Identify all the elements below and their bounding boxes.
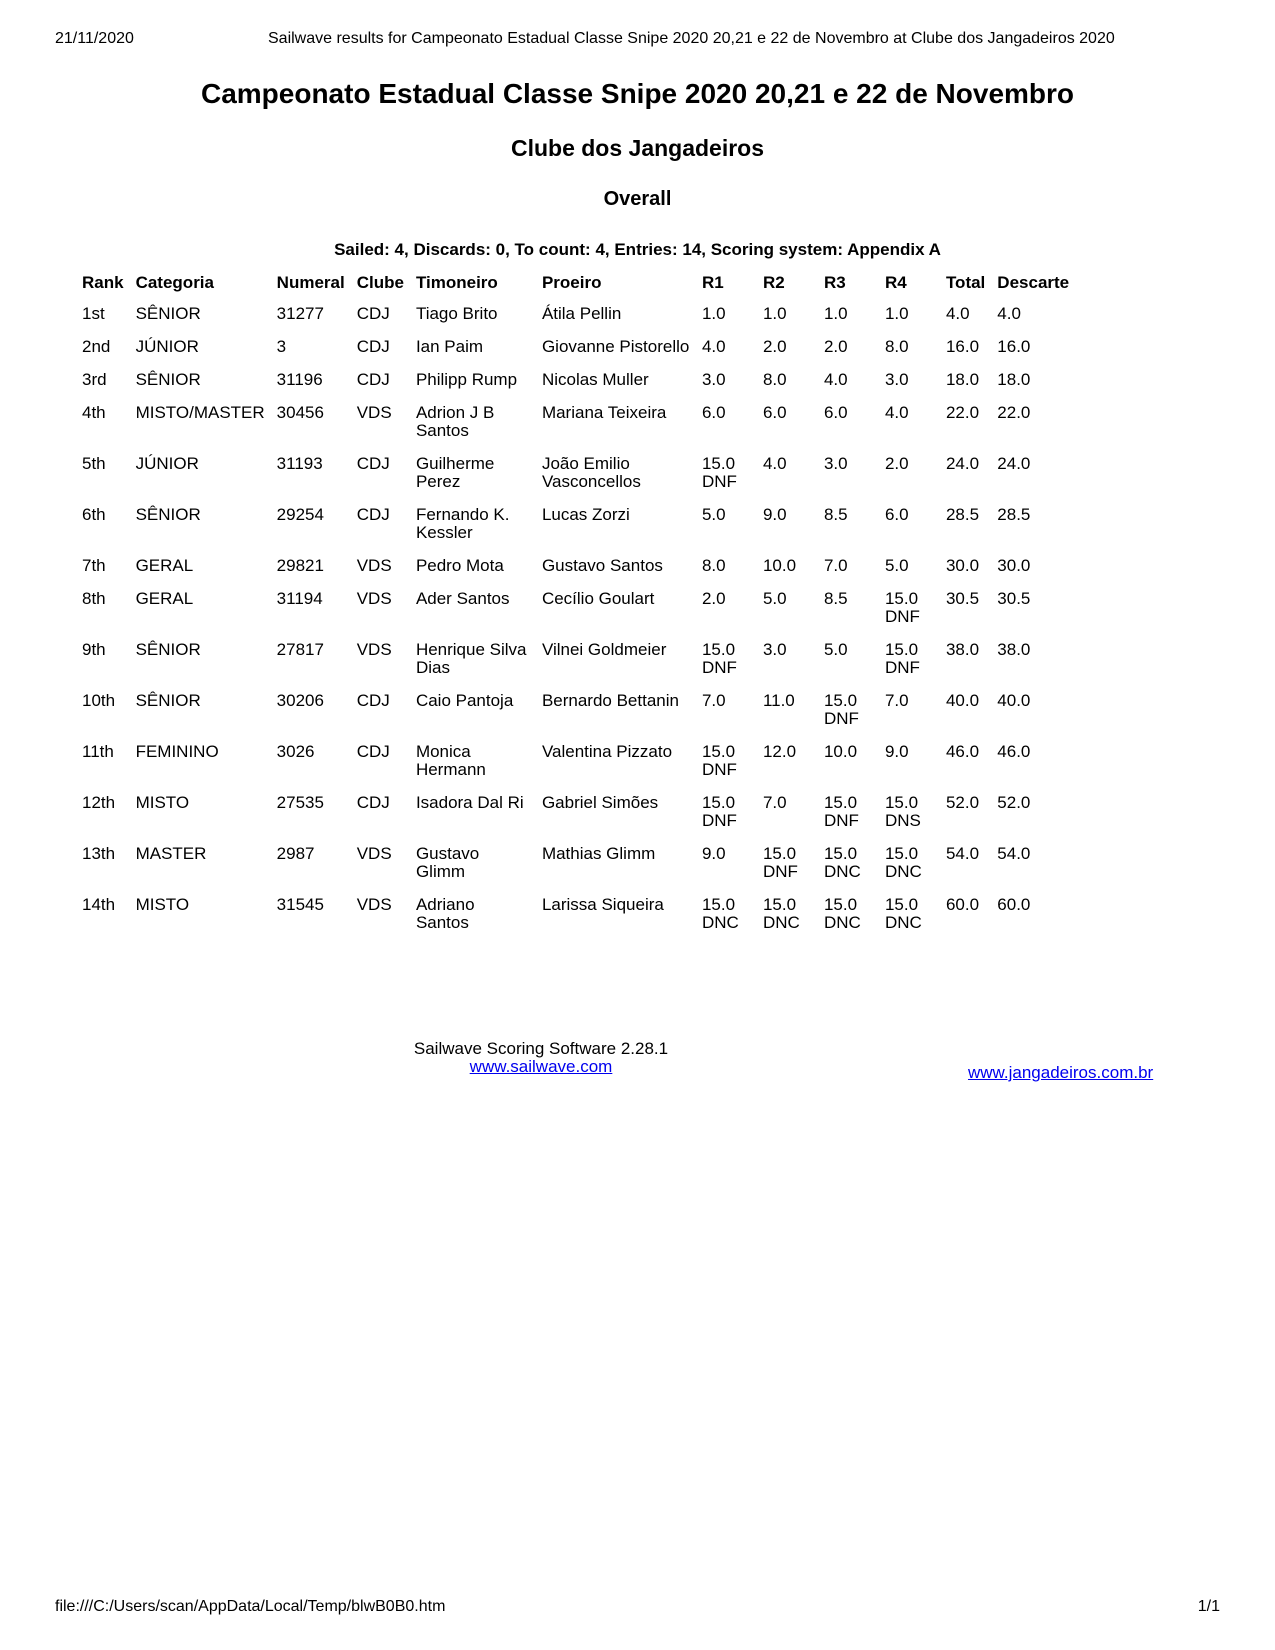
software-name: Sailwave Scoring Software 2.28.1 [413, 1039, 669, 1058]
proeiro-cell: João Emilio Vasconcellos [541, 454, 641, 491]
total-cell: 18.0 [945, 370, 980, 389]
race-score: 9.0 [762, 505, 787, 524]
clube-cell: VDS [356, 589, 392, 608]
column-header-numeral: Numeral [276, 273, 345, 292]
race-3-cell [818, 550, 879, 583]
column-header-r3: R3 [823, 273, 846, 292]
race-2-cell [757, 397, 818, 448]
race-score: 6.0 [762, 403, 787, 422]
timoneiro-cell: Philipp Rump [415, 370, 518, 389]
proeiro-cell: Vilnei Goldmeier [541, 640, 667, 659]
race-score: 1.0 [823, 304, 848, 323]
race-score: 5.0 [762, 589, 787, 608]
race-1-cell [696, 787, 757, 838]
table-row [76, 583, 1077, 634]
race-score: 15.0 [701, 640, 736, 659]
print-document-title: Sailwave results for Campeonato Estadual Classe Snipe 2020 20,21 e 22 de Novembro at Clube dos Jangadeiros 2020 [268, 30, 1115, 47]
proeiro-cell: Valentina Pizzato [541, 742, 673, 761]
race-score: 15.0 [701, 895, 736, 914]
event-title: Campeonato Estadual Classe Snipe 2020 20,21 e 22 de Novembro [200, 78, 1075, 109]
race-4-cell [879, 685, 940, 736]
descarte-cell: 46.0 [997, 742, 1031, 761]
race-1-cell [696, 583, 757, 634]
descarte-cell: 28.5 [997, 505, 1031, 524]
table-row [76, 736, 1077, 787]
scoring-summary: Sailed: 4, Discards: 0, To count: 4, Entries: 14, Scoring system: Appendix A [334, 240, 941, 259]
race-2-cell [757, 448, 818, 499]
timoneiro-cell: Tiago Brito [415, 304, 498, 323]
rank-cell: 12th [82, 793, 116, 812]
race-score: 15.0 [823, 895, 858, 914]
categoria-cell: MISTO [135, 895, 190, 914]
numeral-cell: 3026 [276, 742, 315, 761]
race-2-cell [757, 583, 818, 634]
race-score: 1.0 [762, 304, 787, 323]
column-header-categoria: Categoria [135, 273, 214, 292]
race-score: 7.0 [701, 691, 726, 710]
race-4-cell [879, 550, 940, 583]
race-score: 15.0 [701, 742, 736, 761]
race-1-cell [696, 448, 757, 499]
race-2-cell [757, 838, 818, 889]
numeral-cell: 29821 [276, 556, 324, 575]
race-score: 7.0 [762, 793, 787, 812]
race-score: 2.0 [762, 337, 787, 356]
race-penalty-code: DNC [884, 862, 922, 881]
numeral-cell: 30206 [276, 691, 324, 710]
race-3-cell [818, 298, 879, 331]
race-penalty-code: DNF [701, 760, 737, 779]
race-penalty-code: DNF [762, 862, 798, 881]
race-score: 15.0 [823, 844, 858, 863]
table-row [76, 364, 1077, 397]
race-score: 8.5 [823, 589, 848, 608]
race-penalty-code: DNF [884, 658, 920, 677]
descarte-cell: 60.0 [997, 895, 1031, 914]
race-score: 7.0 [823, 556, 848, 575]
race-score: 8.0 [701, 556, 726, 575]
categoria-cell: JÚNIOR [135, 337, 199, 356]
total-cell: 4.0 [945, 304, 970, 323]
race-score: 15.0 [823, 793, 858, 812]
race-score: 8.0 [762, 370, 787, 389]
total-cell: 40.0 [945, 691, 980, 710]
race-score: 15.0 [762, 844, 797, 863]
timoneiro-cell: Adrion J B Santos [415, 403, 495, 440]
total-cell: 16.0 [945, 337, 980, 356]
race-score: 6.0 [701, 403, 726, 422]
clube-cell: VDS [356, 640, 392, 659]
race-3-cell [818, 331, 879, 364]
timoneiro-cell: Pedro Mota [415, 556, 504, 575]
race-penalty-code: DNC [884, 913, 922, 932]
clube-cell: CDJ [356, 370, 390, 389]
rank-cell: 2nd [82, 337, 111, 356]
race-score: 3.0 [701, 370, 726, 389]
race-1-cell [696, 889, 757, 940]
race-2-cell [757, 685, 818, 736]
clube-cell: CDJ [356, 793, 390, 812]
race-score: 2.0 [823, 337, 848, 356]
race-penalty-code: DNC [823, 913, 861, 932]
race-3-cell [818, 364, 879, 397]
categoria-cell: SÊNIOR [135, 505, 201, 524]
rank-cell: 13th [82, 844, 116, 863]
descarte-cell: 30.5 [997, 589, 1031, 608]
race-score: 15.0 [701, 454, 736, 473]
table-row [76, 787, 1077, 838]
race-score: 4.0 [762, 454, 787, 473]
table-header-row [76, 270, 1077, 298]
race-1-cell [696, 397, 757, 448]
total-cell: 28.5 [945, 505, 980, 524]
column-header-proeiro: Proeiro [541, 273, 602, 292]
club-website-link[interactable]: www.jangadeiros.com.br [968, 1063, 1154, 1082]
rank-cell: 6th [82, 505, 106, 524]
race-penalty-code: DNF [823, 811, 859, 830]
total-cell: 38.0 [945, 640, 980, 659]
column-header-clube: Clube [356, 273, 404, 292]
race-1-cell [696, 634, 757, 685]
race-score: 15.0 [884, 895, 919, 914]
race-4-cell [879, 583, 940, 634]
race-score: 8.0 [884, 337, 909, 356]
numeral-cell: 31277 [276, 304, 324, 323]
race-penalty-code: DNC [701, 913, 739, 932]
race-score: 9.0 [701, 844, 726, 863]
rank-cell: 9th [82, 640, 106, 659]
clube-cell: VDS [356, 403, 392, 422]
proeiro-cell: Nicolas Muller [541, 370, 649, 389]
timoneiro-cell: Ader Santos [415, 589, 510, 608]
total-cell: 60.0 [945, 895, 980, 914]
descarte-cell: 52.0 [997, 793, 1031, 812]
total-cell: 22.0 [945, 403, 980, 422]
descarte-cell: 54.0 [997, 844, 1031, 863]
table-row [76, 838, 1077, 889]
categoria-cell: SÊNIOR [135, 640, 201, 659]
race-4-cell [879, 499, 940, 550]
proeiro-cell: Bernardo Bettanin [541, 691, 679, 710]
results-body [76, 298, 1077, 940]
descarte-cell: 40.0 [997, 691, 1031, 710]
race-1-cell [696, 298, 757, 331]
race-3-cell [818, 583, 879, 634]
rank-cell: 4th [82, 403, 106, 422]
race-score: 5.0 [884, 556, 909, 575]
table-row [76, 550, 1077, 583]
race-3-cell [818, 685, 879, 736]
rank-cell: 14th [82, 895, 116, 914]
clube-cell: CDJ [356, 304, 390, 323]
race-score: 15.0 [884, 793, 919, 812]
race-2-cell [757, 736, 818, 787]
proeiro-cell: Giovanne Pistorello [541, 337, 690, 356]
total-cell: 24.0 [945, 454, 980, 473]
total-cell: 30.0 [945, 556, 980, 575]
proeiro-cell: Gustavo Santos [541, 556, 663, 575]
race-score: 3.0 [823, 454, 848, 473]
proeiro-cell: Mathias Glimm [541, 844, 656, 863]
race-penalty-code: DNC [823, 862, 861, 881]
race-4-cell [879, 397, 940, 448]
race-score: 15.0 [762, 895, 797, 914]
column-header-descarte: Descarte [997, 273, 1070, 292]
race-3-cell [818, 838, 879, 889]
race-1-cell [696, 838, 757, 889]
race-penalty-code: DNS [884, 811, 921, 830]
race-3-cell [818, 787, 879, 838]
race-1-cell [696, 364, 757, 397]
timoneiro-cell: Monica Hermann [415, 742, 486, 779]
page-number: 1/1 [1197, 1598, 1220, 1615]
race-1-cell [696, 331, 757, 364]
race-4-cell [879, 838, 940, 889]
race-score: 2.0 [884, 454, 909, 473]
race-4-cell [879, 736, 940, 787]
print-date: 21/11/2020 [55, 30, 134, 47]
race-score: 6.0 [884, 505, 909, 524]
timoneiro-cell: Ian Paim [415, 337, 484, 356]
numeral-cell: 29254 [276, 505, 324, 524]
total-cell: 52.0 [945, 793, 980, 812]
timoneiro-cell: Gustavo Glimm [415, 844, 480, 881]
race-4-cell [879, 889, 940, 940]
race-4-cell [879, 298, 940, 331]
categoria-cell: MISTO [135, 793, 190, 812]
table-row [76, 397, 1077, 448]
total-cell: 46.0 [945, 742, 980, 761]
race-3-cell [818, 889, 879, 940]
race-4-cell [879, 331, 940, 364]
numeral-cell: 31545 [276, 895, 324, 914]
numeral-cell: 27535 [276, 793, 324, 812]
clube-cell: VDS [356, 556, 392, 575]
rank-cell: 7th [82, 556, 106, 575]
race-score: 5.0 [823, 640, 848, 659]
numeral-cell: 31196 [276, 370, 323, 389]
numeral-cell: 3 [276, 337, 287, 356]
race-4-cell [879, 448, 940, 499]
proeiro-cell: Átila Pellin [541, 304, 622, 323]
numeral-cell: 2987 [276, 844, 315, 863]
race-penalty-code: DNF [884, 607, 920, 626]
race-2-cell [757, 364, 818, 397]
rank-cell: 5th [82, 454, 106, 473]
numeral-cell: 27817 [276, 640, 324, 659]
race-score: 7.0 [884, 691, 909, 710]
timoneiro-cell: Guilherme Perez [415, 454, 495, 491]
numeral-cell: 31194 [276, 589, 323, 608]
race-2-cell [757, 298, 818, 331]
race-score: 12.0 [762, 742, 797, 761]
table-row [76, 448, 1077, 499]
numeral-cell: 31193 [276, 454, 323, 473]
categoria-cell: SÊNIOR [135, 304, 201, 323]
race-score: 15.0 [884, 640, 919, 659]
race-score: 15.0 [884, 844, 919, 863]
column-header-r1: R1 [701, 273, 724, 292]
race-2-cell [757, 787, 818, 838]
venue-title: Clube dos Jangadeiros [510, 135, 765, 161]
total-cell: 30.5 [945, 589, 980, 608]
race-2-cell [757, 331, 818, 364]
race-4-cell [879, 787, 940, 838]
descarte-cell: 16.0 [997, 337, 1031, 356]
categoria-cell: FEMININO [135, 742, 219, 761]
rank-cell: 11th [82, 742, 114, 761]
results-table [76, 270, 1077, 940]
race-score: 4.0 [884, 403, 909, 422]
file-path: file:///C:/Users/scan/AppData/Local/Temp/blwB0B0.htm [55, 1598, 446, 1615]
rank-cell: 3rd [82, 370, 107, 389]
column-header-rank: Rank [82, 273, 124, 292]
race-3-cell [818, 736, 879, 787]
race-3-cell [818, 448, 879, 499]
clube-cell: CDJ [356, 337, 390, 356]
race-2-cell [757, 550, 818, 583]
race-penalty-code: DNF [701, 472, 737, 491]
categoria-cell: JÚNIOR [135, 454, 199, 473]
proeiro-cell: Mariana Teixeira [541, 403, 667, 422]
race-score: 6.0 [823, 403, 848, 422]
total-cell: 54.0 [945, 844, 980, 863]
race-penalty-code: DNF [701, 658, 737, 677]
categoria-cell: GERAL [135, 589, 194, 608]
race-1-cell [696, 736, 757, 787]
race-penalty-code: DNF [701, 811, 737, 830]
table-row [76, 889, 1077, 940]
clube-cell: CDJ [356, 742, 390, 761]
race-3-cell [818, 499, 879, 550]
numeral-cell: 30456 [276, 403, 324, 422]
race-1-cell [696, 499, 757, 550]
race-score: 1.0 [701, 304, 726, 323]
race-1-cell [696, 685, 757, 736]
proeiro-cell: Cecílio Goulart [541, 589, 655, 608]
table-row [76, 298, 1077, 331]
series-title: Overall [603, 188, 672, 210]
race-score: 5.0 [701, 505, 726, 524]
race-2-cell [757, 889, 818, 940]
race-score: 2.0 [701, 589, 726, 608]
table-row [76, 499, 1077, 550]
categoria-cell: GERAL [135, 556, 194, 575]
descarte-cell: 4.0 [997, 304, 1021, 323]
club-link-container [968, 1063, 1153, 1083]
race-score: 3.0 [762, 640, 787, 659]
clube-cell: CDJ [356, 454, 390, 473]
categoria-cell: SÊNIOR [135, 370, 201, 389]
race-2-cell [757, 634, 818, 685]
table-row [76, 685, 1077, 736]
categoria-cell: MASTER [135, 844, 207, 863]
timoneiro-cell: Adriano Santos [415, 895, 475, 932]
proeiro-cell: Larissa Siqueira [541, 895, 664, 914]
descarte-cell: 24.0 [997, 454, 1031, 473]
race-score: 9.0 [884, 742, 909, 761]
column-header-timoneiro: Timoneiro [415, 273, 498, 292]
descarte-cell: 30.0 [997, 556, 1031, 575]
proeiro-cell: Lucas Zorzi [541, 505, 630, 524]
race-score: 8.5 [823, 505, 848, 524]
race-score: 3.0 [884, 370, 909, 389]
descarte-cell: 22.0 [997, 403, 1031, 422]
table-row [76, 634, 1077, 685]
print-header [55, 30, 1220, 52]
race-score: 11.0 [762, 691, 795, 710]
race-score: 10.0 [823, 742, 858, 761]
categoria-cell: SÊNIOR [135, 691, 201, 710]
race-3-cell [818, 634, 879, 685]
race-score: 15.0 [884, 589, 919, 608]
race-score: 4.0 [701, 337, 726, 356]
column-header-r2: R2 [762, 273, 785, 292]
categoria-cell: MISTO/MASTER [135, 403, 265, 422]
race-penalty-code: DNC [762, 913, 800, 932]
sailwave-link[interactable]: www.sailwave.com [469, 1057, 613, 1076]
timoneiro-cell: Henrique Silva Dias [415, 640, 527, 677]
descarte-cell: 38.0 [997, 640, 1031, 659]
column-header-r4: R4 [884, 273, 907, 292]
race-score: 15.0 [823, 691, 858, 710]
race-score: 15.0 [701, 793, 736, 812]
clube-cell: VDS [356, 895, 392, 914]
timoneiro-cell: Caio Pantoja [415, 691, 514, 710]
timoneiro-cell: Fernando K. Kessler [415, 505, 510, 542]
rank-cell: 10th [82, 691, 116, 710]
race-score: 10.0 [762, 556, 797, 575]
race-score: 4.0 [823, 370, 848, 389]
clube-cell: VDS [356, 844, 392, 863]
timoneiro-cell: Isadora Dal Ri [415, 793, 524, 812]
clube-cell: CDJ [356, 691, 390, 710]
race-4-cell [879, 364, 940, 397]
race-penalty-code: DNF [823, 709, 859, 728]
table-row [76, 331, 1077, 364]
race-4-cell [879, 634, 940, 685]
software-credit [380, 1040, 702, 1076]
race-2-cell [757, 499, 818, 550]
race-1-cell [696, 550, 757, 583]
race-score: 1.0 [884, 304, 909, 323]
proeiro-cell: Gabriel Simões [541, 793, 659, 812]
rank-cell: 8th [82, 589, 106, 608]
descarte-cell: 18.0 [997, 370, 1031, 389]
race-3-cell [818, 397, 879, 448]
column-header-total: Total [945, 273, 986, 292]
rank-cell: 1st [82, 304, 105, 323]
clube-cell: CDJ [356, 505, 390, 524]
